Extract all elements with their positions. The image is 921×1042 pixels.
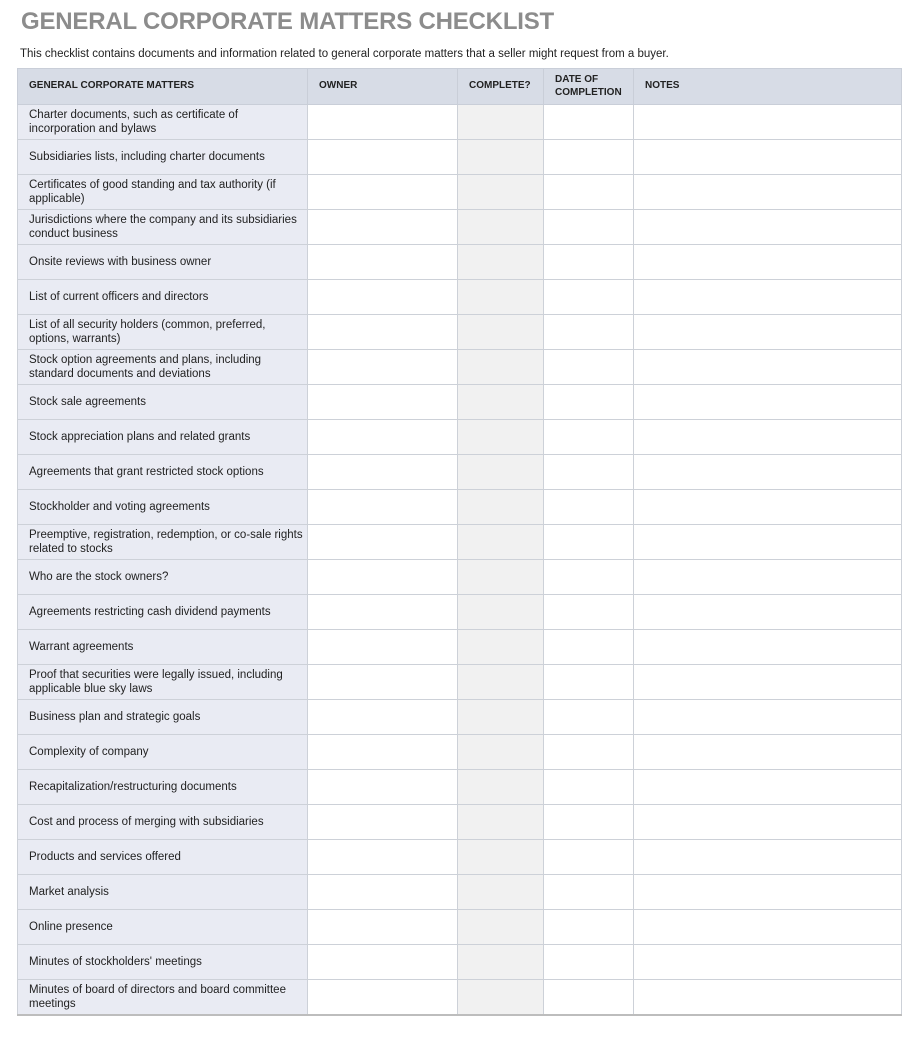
notes-cell[interactable]	[634, 560, 902, 595]
row-item-label: Stockholder and voting agreements	[18, 490, 308, 525]
notes-cell[interactable]	[634, 630, 902, 665]
row-item-label: Charter documents, such as certificate of incorporation and bylaws	[18, 105, 308, 140]
table-row	[18, 700, 902, 735]
complete-cell[interactable]	[458, 945, 544, 980]
owner-cell[interactable]	[308, 630, 458, 665]
complete-cell[interactable]	[458, 875, 544, 910]
row-item-label: Business plan and strategic goals	[18, 700, 308, 735]
table-row	[18, 735, 902, 770]
date-cell[interactable]	[544, 525, 634, 560]
table-row	[18, 280, 902, 315]
date-cell[interactable]	[544, 700, 634, 735]
row-item-label: Warrant agreements	[18, 630, 308, 665]
owner-cell[interactable]	[308, 875, 458, 910]
owner-cell[interactable]	[308, 105, 458, 140]
date-cell[interactable]	[544, 210, 634, 245]
row-item-label: List of current officers and directors	[18, 280, 308, 315]
table-row	[18, 490, 902, 525]
table-row	[18, 315, 902, 350]
date-cell[interactable]	[544, 105, 634, 140]
date-cell[interactable]	[544, 420, 634, 455]
notes-cell[interactable]	[634, 525, 902, 560]
notes-cell[interactable]	[634, 840, 902, 875]
complete-cell[interactable]	[458, 280, 544, 315]
date-cell[interactable]	[544, 945, 634, 980]
complete-cell[interactable]	[458, 175, 544, 210]
date-cell[interactable]	[544, 630, 634, 665]
date-cell[interactable]	[544, 595, 634, 630]
complete-cell[interactable]	[458, 245, 544, 280]
date-cell[interactable]	[544, 735, 634, 770]
row-item-label: Products and services offered	[18, 840, 308, 875]
owner-cell[interactable]	[308, 980, 458, 1016]
row-item-label: Agreements restricting cash dividend payments	[18, 595, 308, 630]
owner-cell[interactable]	[308, 560, 458, 595]
row-item-label: Stock sale agreements	[18, 385, 308, 420]
row-item-label: Stock option agreements and plans, including standard documents and deviations	[18, 350, 308, 385]
complete-cell[interactable]	[458, 840, 544, 875]
column-header-item: GENERAL CORPORATE MATTERS	[18, 69, 308, 105]
table-row	[18, 805, 902, 840]
complete-cell[interactable]	[458, 105, 544, 140]
owner-cell[interactable]	[308, 805, 458, 840]
table-row	[18, 770, 902, 805]
complete-cell[interactable]	[458, 700, 544, 735]
row-item-label: Stock appreciation plans and related grants	[18, 420, 308, 455]
row-item-label: Subsidiaries lists, including charter documents	[18, 140, 308, 175]
table-row	[18, 385, 902, 420]
row-item-label: Certificates of good standing and tax authority (if applicable)	[18, 175, 308, 210]
notes-cell[interactable]	[634, 455, 902, 490]
column-header-notes: NOTES	[634, 69, 902, 105]
owner-cell[interactable]	[308, 315, 458, 350]
table-row	[18, 595, 902, 630]
notes-cell[interactable]	[634, 420, 902, 455]
owner-cell[interactable]	[308, 735, 458, 770]
complete-cell[interactable]	[458, 385, 544, 420]
table-row	[18, 245, 902, 280]
owner-cell[interactable]	[308, 175, 458, 210]
notes-cell[interactable]	[634, 700, 902, 735]
row-item-label: Proof that securities were legally issued, including applicable blue sky laws	[18, 665, 308, 700]
notes-cell[interactable]	[634, 770, 902, 805]
notes-cell[interactable]	[634, 945, 902, 980]
row-item-label: Preemptive, registration, redemption, or co-sale rights related to stocks	[18, 525, 308, 560]
table-row	[18, 560, 902, 595]
date-cell[interactable]	[544, 490, 634, 525]
date-cell[interactable]	[544, 455, 634, 490]
date-cell[interactable]	[544, 805, 634, 840]
notes-cell[interactable]	[634, 385, 902, 420]
date-cell[interactable]	[544, 910, 634, 945]
complete-cell[interactable]	[458, 525, 544, 560]
column-header-date: DATE OF COMPLETION	[544, 69, 634, 105]
owner-cell[interactable]	[308, 945, 458, 980]
notes-cell[interactable]	[634, 140, 902, 175]
complete-cell[interactable]	[458, 350, 544, 385]
row-item-label: Cost and process of merging with subsidiaries	[18, 805, 308, 840]
owner-cell[interactable]	[308, 595, 458, 630]
complete-cell[interactable]	[458, 455, 544, 490]
intro-text: This checklist contains documents and information related to general corporate matters that a seller might request from a buyer.	[20, 48, 669, 60]
owner-cell[interactable]	[308, 770, 458, 805]
owner-cell[interactable]	[308, 525, 458, 560]
notes-cell[interactable]	[634, 875, 902, 910]
complete-cell[interactable]	[458, 560, 544, 595]
owner-cell[interactable]	[308, 700, 458, 735]
table-row	[18, 910, 902, 945]
date-cell[interactable]	[544, 280, 634, 315]
row-item-label: Recapitalization/restructuring documents	[18, 770, 308, 805]
owner-cell[interactable]	[308, 280, 458, 315]
owner-cell[interactable]	[308, 210, 458, 245]
date-cell[interactable]	[544, 350, 634, 385]
row-item-label: List of all security holders (common, preferred, options, warrants)	[18, 315, 308, 350]
table-row	[18, 945, 902, 980]
date-cell[interactable]	[544, 875, 634, 910]
owner-cell[interactable]	[308, 140, 458, 175]
row-item-label: Minutes of stockholders' meetings	[18, 945, 308, 980]
owner-cell[interactable]	[308, 385, 458, 420]
complete-cell[interactable]	[458, 315, 544, 350]
notes-cell[interactable]	[634, 735, 902, 770]
owner-cell[interactable]	[308, 490, 458, 525]
notes-cell[interactable]	[634, 175, 902, 210]
row-item-label: Minutes of board of directors and board committee meetings	[18, 980, 308, 1016]
date-cell[interactable]	[544, 980, 634, 1016]
notes-cell[interactable]	[634, 595, 902, 630]
date-cell[interactable]	[544, 665, 634, 700]
notes-cell[interactable]	[634, 105, 902, 140]
notes-cell[interactable]	[634, 315, 902, 350]
complete-cell[interactable]	[458, 140, 544, 175]
row-item-label: Who are the stock owners?	[18, 560, 308, 595]
column-header-complete: COMPLETE?	[458, 69, 544, 105]
notes-cell[interactable]	[634, 805, 902, 840]
table-row	[18, 350, 902, 385]
table-row	[18, 665, 902, 700]
table-row	[18, 210, 902, 245]
table-row	[18, 175, 902, 210]
table-row	[18, 840, 902, 875]
notes-cell[interactable]	[634, 490, 902, 525]
table-row	[18, 140, 902, 175]
row-item-label: Jurisdictions where the company and its subsidiaries conduct business	[18, 210, 308, 245]
row-item-label: Complexity of company	[18, 735, 308, 770]
date-cell[interactable]	[544, 315, 634, 350]
notes-cell[interactable]	[634, 210, 902, 245]
date-cell[interactable]	[544, 175, 634, 210]
table-row	[18, 875, 902, 910]
owner-cell[interactable]	[308, 420, 458, 455]
checklist-table	[17, 68, 902, 1016]
row-item-label: Market analysis	[18, 875, 308, 910]
date-cell[interactable]	[544, 385, 634, 420]
complete-cell[interactable]	[458, 735, 544, 770]
complete-cell[interactable]	[458, 910, 544, 945]
complete-cell[interactable]	[458, 420, 544, 455]
complete-cell[interactable]	[458, 980, 544, 1016]
date-cell[interactable]	[544, 245, 634, 280]
owner-cell[interactable]	[308, 245, 458, 280]
complete-cell[interactable]	[458, 665, 544, 700]
table-row	[18, 630, 902, 665]
header-row	[18, 69, 902, 105]
row-item-label: Agreements that grant restricted stock options	[18, 455, 308, 490]
table-row	[18, 455, 902, 490]
notes-cell[interactable]	[634, 280, 902, 315]
owner-cell[interactable]	[308, 665, 458, 700]
column-header-owner: OWNER	[308, 69, 458, 105]
date-cell[interactable]	[544, 140, 634, 175]
table-row	[18, 525, 902, 560]
notes-cell[interactable]	[634, 665, 902, 700]
notes-cell[interactable]	[634, 245, 902, 280]
table-row	[18, 420, 902, 455]
complete-cell[interactable]	[458, 805, 544, 840]
owner-cell[interactable]	[308, 910, 458, 945]
complete-cell[interactable]	[458, 630, 544, 665]
table-row	[18, 980, 902, 1016]
date-cell[interactable]	[544, 560, 634, 595]
notes-cell[interactable]	[634, 350, 902, 385]
date-cell[interactable]	[544, 840, 634, 875]
owner-cell[interactable]	[308, 840, 458, 875]
page-title: GENERAL CORPORATE MATTERS CHECKLIST	[21, 8, 555, 35]
row-item-label: Online presence	[18, 910, 308, 945]
row-item-label: Onsite reviews with business owner	[18, 245, 308, 280]
table-row	[18, 105, 902, 140]
owner-cell[interactable]	[308, 350, 458, 385]
notes-cell[interactable]	[634, 910, 902, 945]
complete-cell[interactable]	[458, 595, 544, 630]
owner-cell[interactable]	[308, 455, 458, 490]
complete-cell[interactable]	[458, 770, 544, 805]
complete-cell[interactable]	[458, 210, 544, 245]
complete-cell[interactable]	[458, 490, 544, 525]
notes-cell[interactable]	[634, 980, 902, 1016]
date-cell[interactable]	[544, 770, 634, 805]
